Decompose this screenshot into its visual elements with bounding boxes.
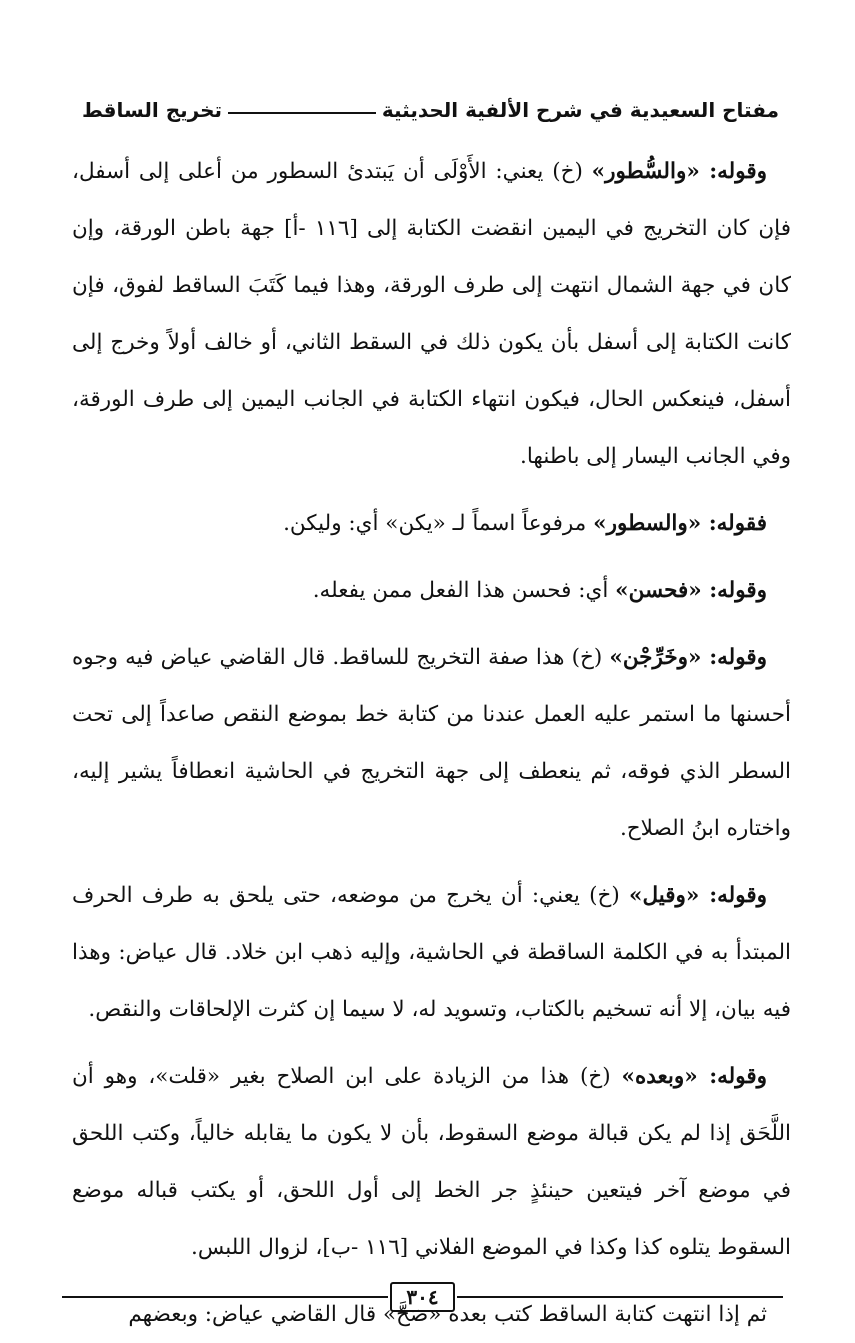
footer-rule-left bbox=[62, 1296, 388, 1298]
body-text bbox=[72, 143, 791, 1343]
paragraph-text: أي: فحسن هذا الفعل ممن يفعله. bbox=[312, 578, 616, 603]
paragraph-text: (خ) يعني: أن يخرج من موضعه، حتى يلحق به طرف الحرف المبتدأ به في الكلمة الساقطة في الحاشية، وإليه ذهب ابن خلاد. قال عياض: وهذا فيه بيان، إلا أنه تسخيم بالكتاب، وتسويد له، لا سيما إن كثرت الإلحاقات والنقص. bbox=[72, 883, 791, 1022]
paragraph-wa-badahu bbox=[72, 1048, 791, 1276]
header-rule bbox=[228, 112, 376, 114]
paragraph-wa-qila bbox=[72, 867, 791, 1038]
lemma: وقوله: «وبعده» bbox=[621, 1064, 767, 1089]
paragraph-saturs-grammar bbox=[72, 495, 791, 552]
lemma: وقوله: «وقيل» bbox=[629, 883, 767, 908]
paragraph-text: مرفوعاً اسماً لـ «يكن» أي: وليكن. bbox=[283, 511, 594, 536]
lemma: وقوله: «والسُّطور» bbox=[591, 159, 767, 184]
paragraph-saturs bbox=[72, 143, 791, 485]
footer-rule-right bbox=[457, 1296, 783, 1298]
running-header bbox=[82, 82, 779, 122]
chapter-title: تخريج الساقط bbox=[82, 98, 222, 122]
page-footer bbox=[62, 1282, 783, 1312]
book-title: مفتاح السعيدية في شرح الألفية الحديثية bbox=[381, 98, 779, 122]
paragraph-wa-kharrijan bbox=[72, 629, 791, 857]
lemma: وقوله: «وخَرِّجْن» bbox=[609, 645, 767, 670]
paragraph-text: (خ) هذا من الزيادة على ابن الصلاح بغير «قلت»، وهو أن اللَّحَق إذا لم يكن قبالة موضع السقوط، بأن لا يكون ما يقابله خالياً، وكتب اللحق في موضع آخر فيتعين حينئذٍ جر الخط إلى أول اللحق، أو يكتب قباله موضع السقوط يتلوه كذا وكذا في الموضع الفلاني [١١٦ -ب]، لزوال اللبس. bbox=[72, 1064, 791, 1260]
paragraph-text: ثم إذا انتهت كتابة الساقط كتب بعده «صَحَّ» قال القاضي عياض: وبعضهم bbox=[128, 1302, 767, 1327]
lemma: وقوله: «فحسن» bbox=[615, 578, 767, 603]
paragraph-text: (خ) يعني: الأَوْلَى أن يَبتدئ السطور من أعلى إلى أسفل، فإن كان التخريج في اليمين انقضت الكتابة إلى [١١٦ -أ] جهة باطن الورقة، وإن كان في جهة الشمال انتهت إلى طرف الورقة، وهذا فيما كَتَبَ الساقط لفوق، فإن كانت الكتابة إلى أسفل بأن يكون ذلك في السقط الثاني، أو خالف أولاً وخرج إلى أسفل، فينعكس الحال، فيكون انتهاء الكتابة في الجانب اليمين إلى طرف الورقة، وفي الجانب اليسار إلى باطنها. bbox=[72, 159, 791, 469]
paragraph-text: (خ) هذا صفة التخريج للساقط. قال القاضي عياض فيه وجوه أحسنها ما استمر عليه العمل عندنا من كتابة خط بموضع النقص صاعداً إلى تحت السطر الذي فوقه، ثم ينعطف إلى جهة التخريج في الحاشية انعطافاً يشير إليه، واختاره ابنُ الصلاح. bbox=[72, 645, 791, 841]
page-number: ٣٠٤ bbox=[390, 1282, 454, 1312]
lemma: فقوله: «والسطور» bbox=[593, 511, 767, 536]
paragraph-fahasun bbox=[72, 562, 791, 619]
